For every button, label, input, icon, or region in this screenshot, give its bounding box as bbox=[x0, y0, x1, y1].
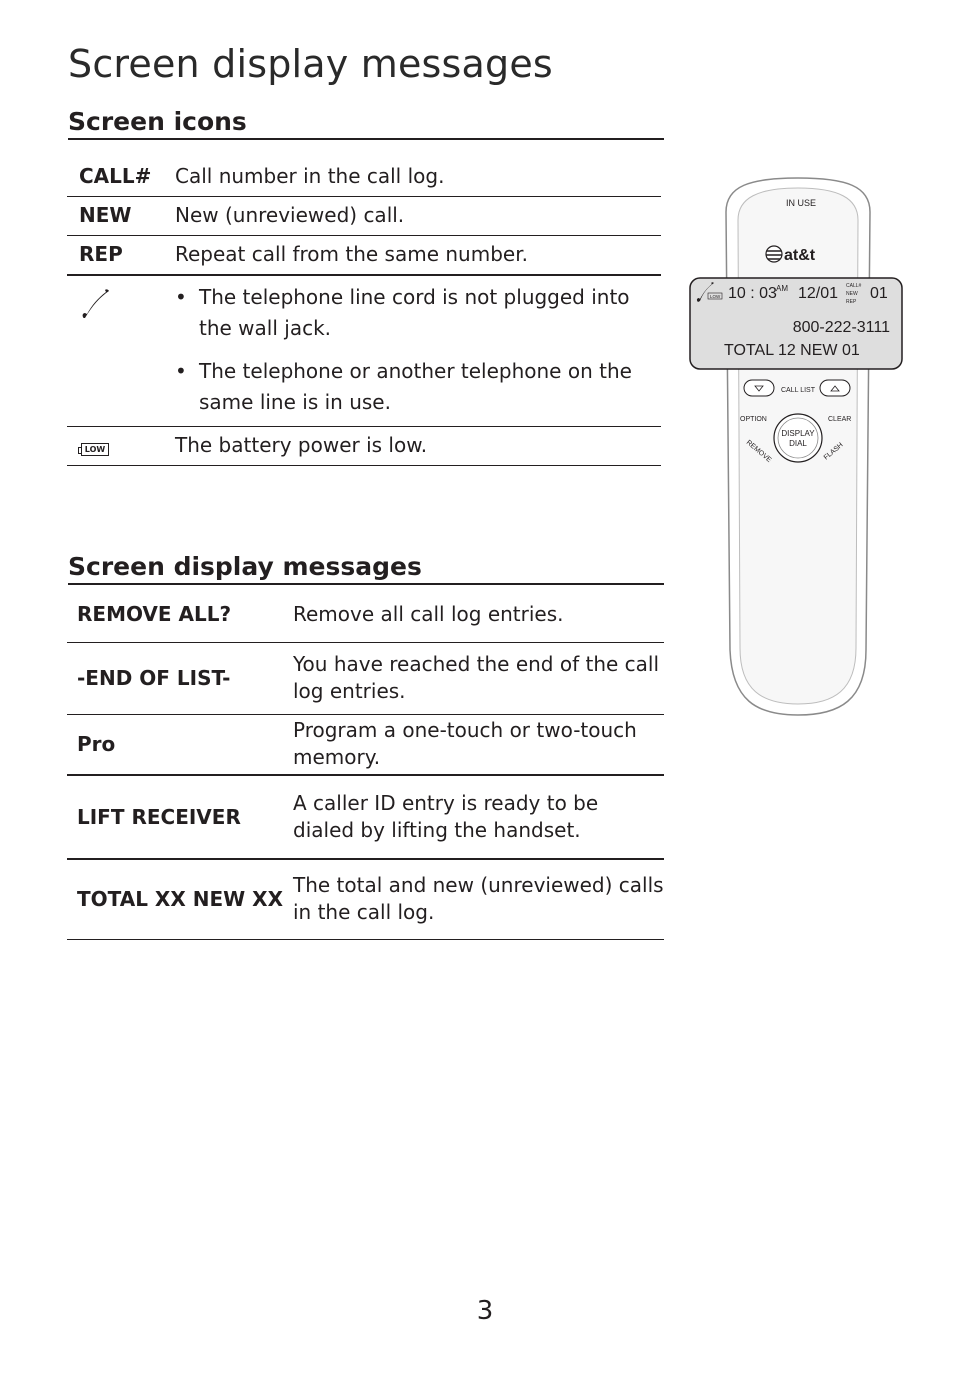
lcd-call-number: 01 bbox=[870, 285, 888, 302]
message-description: You have reached the end of the call log entries. bbox=[293, 642, 664, 714]
screen-icons-table bbox=[67, 158, 661, 466]
table-row bbox=[67, 236, 661, 276]
icon-cell bbox=[67, 275, 175, 427]
icon-description bbox=[175, 275, 661, 427]
list-item: • The telephone or another telephone on the same line is in use. bbox=[175, 359, 632, 414]
message-term: LIFT RECEIVER bbox=[67, 775, 293, 859]
lcd-flag-rep: REP bbox=[846, 299, 857, 305]
message-description: The total and new (unreviewed) calls in the call log. bbox=[293, 859, 664, 939]
lcd-time: 10 : 03 bbox=[728, 285, 777, 302]
icon-description: Repeat call from the same number. bbox=[175, 236, 661, 276]
icon-description: Call number in the call log. bbox=[175, 158, 661, 197]
page-number: 3 bbox=[476, 1296, 494, 1326]
svg-text:LOW: LOW bbox=[710, 294, 721, 299]
screen-messages-heading: Screen display messages bbox=[68, 551, 664, 585]
call-list-label: CALL LIST bbox=[781, 387, 815, 394]
table-row bbox=[67, 859, 664, 939]
table-row bbox=[67, 197, 661, 236]
option-button[interactable]: OPTION bbox=[740, 416, 767, 423]
clear-button[interactable]: CLEAR bbox=[828, 416, 852, 423]
lcd-phone-number: 800-222-3111 bbox=[792, 319, 890, 336]
bullet-list bbox=[175, 282, 661, 418]
icon-term: REP bbox=[67, 236, 175, 276]
message-description: Program a one-touch or two-touch memory. bbox=[293, 714, 664, 775]
svg-text:DISPLAY: DISPLAY bbox=[781, 429, 815, 438]
message-description: A caller ID entry is ready to be dialed by lifting the handset. bbox=[293, 775, 664, 859]
table-row bbox=[67, 275, 661, 427]
message-term: -END OF LIST- bbox=[67, 642, 293, 714]
icon-term: NEW bbox=[67, 197, 175, 236]
remove-button[interactable]: REMOVE bbox=[744, 439, 773, 465]
table-row bbox=[67, 158, 661, 197]
in-use-label: IN USE bbox=[786, 198, 817, 208]
icon-term: CALL# bbox=[67, 158, 175, 197]
lcd-date: 12/01 bbox=[798, 285, 839, 302]
up-button[interactable] bbox=[820, 380, 850, 396]
svg-text:DIAL: DIAL bbox=[789, 439, 807, 448]
icon-cell bbox=[67, 427, 175, 466]
screen-messages-table bbox=[67, 588, 664, 940]
table-row bbox=[67, 427, 661, 466]
message-description: Remove all call log entries. bbox=[293, 588, 664, 642]
lcd-flag-call: CALL# bbox=[846, 283, 862, 289]
table-row bbox=[67, 588, 664, 642]
icon-description: New (unreviewed) call. bbox=[175, 197, 661, 236]
message-term: Pro bbox=[67, 714, 293, 775]
message-term: TOTAL XX NEW XX bbox=[67, 859, 293, 939]
table-row bbox=[67, 714, 664, 775]
flash-button[interactable]: FLASH bbox=[822, 441, 845, 462]
lcd-flag-new: NEW bbox=[846, 291, 858, 297]
page-title: Screen display messages bbox=[68, 42, 553, 86]
list-item: • The telephone line cord is not plugged into the wall jack. bbox=[175, 285, 630, 340]
table-row bbox=[67, 775, 664, 859]
table-row bbox=[67, 642, 664, 714]
handset-illustration bbox=[680, 170, 920, 730]
down-button[interactable] bbox=[744, 380, 774, 396]
icon-description: The battery power is low. bbox=[175, 427, 661, 466]
att-logo-icon bbox=[766, 246, 782, 262]
phone-handset-icon bbox=[79, 288, 111, 320]
lcd-totals: TOTAL 12 NEW 01 bbox=[724, 342, 860, 359]
low-battery-icon: LOW bbox=[81, 443, 109, 456]
lcd-ampm: AM bbox=[776, 284, 788, 293]
brand-label: at&t bbox=[784, 247, 816, 264]
screen-icons-heading: Screen icons bbox=[68, 106, 664, 140]
message-term: REMOVE ALL? bbox=[67, 588, 293, 642]
